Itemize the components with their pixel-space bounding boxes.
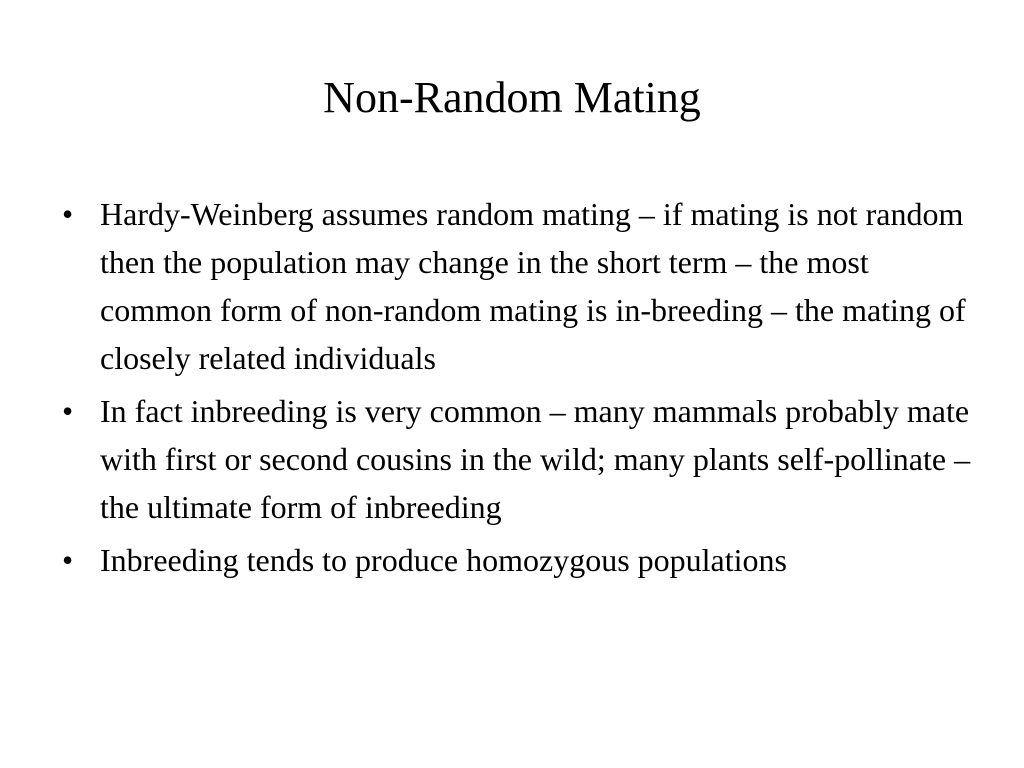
bullet-marker: • (62, 542, 74, 578)
bullet-text: Hardy-Weinberg assumes random mating – if mating is not random then the population may change in the short term – the most common form of non-random mating is in-breeding – the mating of closely related individuals (100, 196, 966, 376)
bullet-item (62, 536, 972, 584)
bullet-item (62, 387, 972, 531)
bullet-text: Inbreeding tends to produce homozygous populations (100, 542, 787, 578)
bullet-marker: • (62, 196, 74, 232)
slide-title: Non-Random Mating (323, 73, 701, 122)
bullet-list (62, 190, 972, 589)
bullet-text: In fact inbreeding is very common – many mammals probably mate with first or second cousins in the wild; many plants self-pollinate – the ultimate form of inbreeding (100, 393, 971, 525)
bullet-marker: • (62, 393, 74, 429)
bullet-item (62, 190, 972, 382)
